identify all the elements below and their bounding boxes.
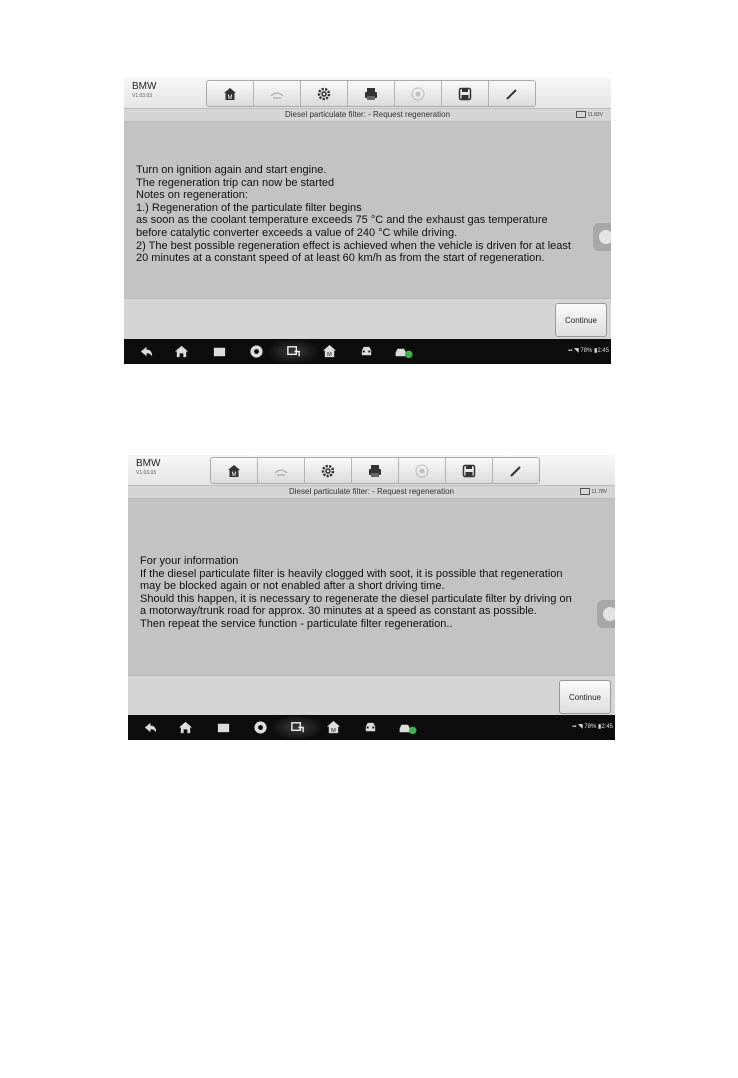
svg-text:M: M bbox=[227, 94, 233, 101]
battery-voltage bbox=[580, 488, 607, 495]
edit-icon bbox=[508, 463, 524, 479]
battery-icon: ▮ bbox=[592, 348, 598, 354]
screenshot-2 bbox=[128, 455, 615, 740]
wifi-icon: ▪▪ ◥ bbox=[572, 724, 585, 730]
settings-icon bbox=[316, 86, 332, 102]
back-button[interactable] bbox=[139, 344, 154, 359]
message-text bbox=[136, 164, 609, 265]
vehicle-swap-icon bbox=[273, 463, 289, 479]
recent-apps-icon bbox=[216, 720, 231, 735]
help-icon bbox=[410, 86, 426, 102]
settings-button[interactable] bbox=[305, 458, 352, 483]
message-line: The regeneration trip can now be started bbox=[136, 176, 335, 189]
home-icon bbox=[226, 463, 242, 479]
chrome-button[interactable] bbox=[253, 720, 268, 735]
back-button[interactable] bbox=[143, 720, 158, 735]
battery-percent: 78% bbox=[580, 348, 593, 354]
continue-button[interactable]: Continue bbox=[559, 680, 611, 714]
message-line: Should this happen, it is necessary to regenerate the diesel particulate filter by driving on bbox=[140, 592, 572, 605]
page-title: Diesel particulate filter: - Request regeneration bbox=[289, 487, 454, 496]
wifi-icon: ▪▪ ◥ bbox=[568, 348, 581, 354]
save-icon bbox=[461, 463, 477, 479]
message-panel bbox=[124, 122, 611, 298]
print-button[interactable] bbox=[352, 458, 399, 483]
software-version: V1.03.03 bbox=[136, 470, 157, 476]
settings-icon bbox=[320, 463, 336, 479]
vci-car-icon bbox=[398, 720, 420, 735]
recent-apps-button[interactable] bbox=[216, 720, 231, 735]
help-icon bbox=[414, 463, 430, 479]
message-line: a motorway/trunk road for approx. 30 minutes at a speed as constant as possible. bbox=[140, 605, 537, 618]
message-line: For your information bbox=[140, 555, 239, 567]
svg-text:M: M bbox=[327, 352, 332, 359]
connect-button[interactable] bbox=[286, 344, 301, 359]
title-bar bbox=[124, 109, 611, 122]
svg-text:M: M bbox=[231, 471, 237, 478]
footer-bar bbox=[128, 675, 615, 716]
circle-icon bbox=[603, 607, 615, 621]
clock: 2:45 bbox=[597, 348, 609, 354]
chrome-icon bbox=[249, 344, 264, 359]
toolbar bbox=[210, 457, 540, 484]
maxisys-home-icon bbox=[322, 344, 337, 359]
page-title: Diesel particulate filter: - Request regeneration bbox=[285, 110, 450, 119]
vehicle-button[interactable] bbox=[363, 720, 378, 735]
brand-name: BMW bbox=[136, 458, 161, 469]
brand bbox=[136, 459, 160, 476]
car-icon bbox=[363, 720, 378, 735]
floating-assist-button[interactable] bbox=[593, 223, 611, 251]
home-button[interactable] bbox=[211, 458, 258, 483]
battery-percent: 78% bbox=[584, 724, 597, 730]
circle-icon bbox=[599, 230, 611, 244]
footer-bar bbox=[124, 298, 611, 339]
floating-assist-button[interactable] bbox=[597, 600, 615, 628]
title-bar bbox=[128, 486, 615, 499]
message-text bbox=[140, 555, 613, 631]
recent-apps-button[interactable] bbox=[212, 344, 227, 359]
maxisys-home-button[interactable] bbox=[326, 720, 341, 735]
chrome-icon bbox=[253, 720, 268, 735]
voltage-value: 11.78V bbox=[591, 488, 607, 495]
vci-button[interactable] bbox=[394, 344, 416, 359]
back-icon bbox=[139, 344, 154, 359]
vehicle-button[interactable] bbox=[359, 344, 374, 359]
svg-text:M: M bbox=[331, 728, 336, 735]
edit-button[interactable] bbox=[489, 81, 535, 106]
back-icon bbox=[143, 720, 158, 735]
vci-button[interactable] bbox=[398, 720, 420, 735]
battery-icon bbox=[576, 111, 586, 118]
connect-icon bbox=[286, 344, 301, 359]
vehicle-swap-button[interactable] bbox=[254, 81, 301, 106]
continue-button[interactable]: Continue bbox=[555, 303, 607, 337]
save-button[interactable] bbox=[446, 458, 493, 483]
message-line: 20 minutes at a constant speed of at least 60 km/h as from the start of regeneration. bbox=[136, 252, 545, 265]
message-line: before catalytic converter exceeds a value of 240 °C while driving. bbox=[136, 226, 458, 239]
battery-icon: ▮ bbox=[596, 724, 602, 730]
message-line: Turn on ignition again and start engine. bbox=[136, 164, 327, 176]
top-bar bbox=[128, 455, 615, 486]
home-icon bbox=[174, 344, 189, 359]
recent-apps-icon bbox=[212, 344, 227, 359]
status-bar bbox=[572, 723, 613, 730]
battery-icon bbox=[580, 488, 590, 495]
vehicle-swap-icon bbox=[269, 86, 285, 102]
message-line: Notes on regeneration: bbox=[136, 189, 248, 202]
edit-button[interactable] bbox=[493, 458, 539, 483]
print-icon bbox=[363, 86, 379, 102]
message-line: 1.) Regeneration of the particulate filter begins bbox=[136, 201, 362, 214]
car-icon bbox=[359, 344, 374, 359]
connect-icon bbox=[290, 720, 305, 735]
maxisys-home-button[interactable] bbox=[322, 344, 337, 359]
system-nav-bar bbox=[124, 339, 611, 364]
clock: 2:45 bbox=[601, 724, 613, 730]
settings-button[interactable] bbox=[301, 81, 348, 106]
message-line: Then repeat the service function - particulate filter regeneration.. bbox=[140, 617, 453, 630]
toolbar bbox=[206, 80, 536, 107]
message-line: as soon as the coolant temperature exceeds 75 °C and the exhaust gas temperature bbox=[136, 214, 548, 227]
chrome-button[interactable] bbox=[249, 344, 264, 359]
home-icon bbox=[222, 86, 238, 102]
edit-icon bbox=[504, 86, 520, 102]
battery-voltage bbox=[576, 111, 603, 118]
connect-button[interactable] bbox=[290, 720, 305, 735]
home-icon bbox=[178, 720, 193, 735]
voltage-value: 11.83V bbox=[587, 111, 603, 118]
vci-car-icon bbox=[394, 344, 416, 359]
top-bar bbox=[124, 78, 611, 109]
screenshot-1 bbox=[124, 78, 611, 364]
save-icon bbox=[457, 86, 473, 102]
message-line: may be blocked again or not enabled after a short driving time. bbox=[140, 580, 445, 593]
maxisys-home-icon bbox=[326, 720, 341, 735]
help-button[interactable] bbox=[395, 81, 442, 106]
message-line: If the diesel particulate filter is heavily clogged with soot, it is possible that regeneration bbox=[140, 567, 563, 580]
print-button[interactable] bbox=[348, 81, 395, 106]
message-line: 2) The best possible regeneration effect is achieved when the vehicle is driven for at least bbox=[136, 239, 571, 252]
system-nav-bar bbox=[128, 715, 615, 740]
message-panel bbox=[128, 499, 615, 675]
print-icon bbox=[367, 463, 383, 479]
brand bbox=[132, 82, 156, 99]
home-nav-button[interactable] bbox=[174, 344, 189, 359]
help-button[interactable] bbox=[399, 458, 446, 483]
brand-name: BMW bbox=[132, 81, 157, 92]
status-bar bbox=[568, 347, 609, 354]
save-button[interactable] bbox=[442, 81, 489, 106]
software-version: V1.03.03 bbox=[132, 93, 153, 99]
vehicle-swap-button[interactable] bbox=[258, 458, 305, 483]
home-nav-button[interactable] bbox=[178, 720, 193, 735]
home-button[interactable] bbox=[207, 81, 254, 106]
